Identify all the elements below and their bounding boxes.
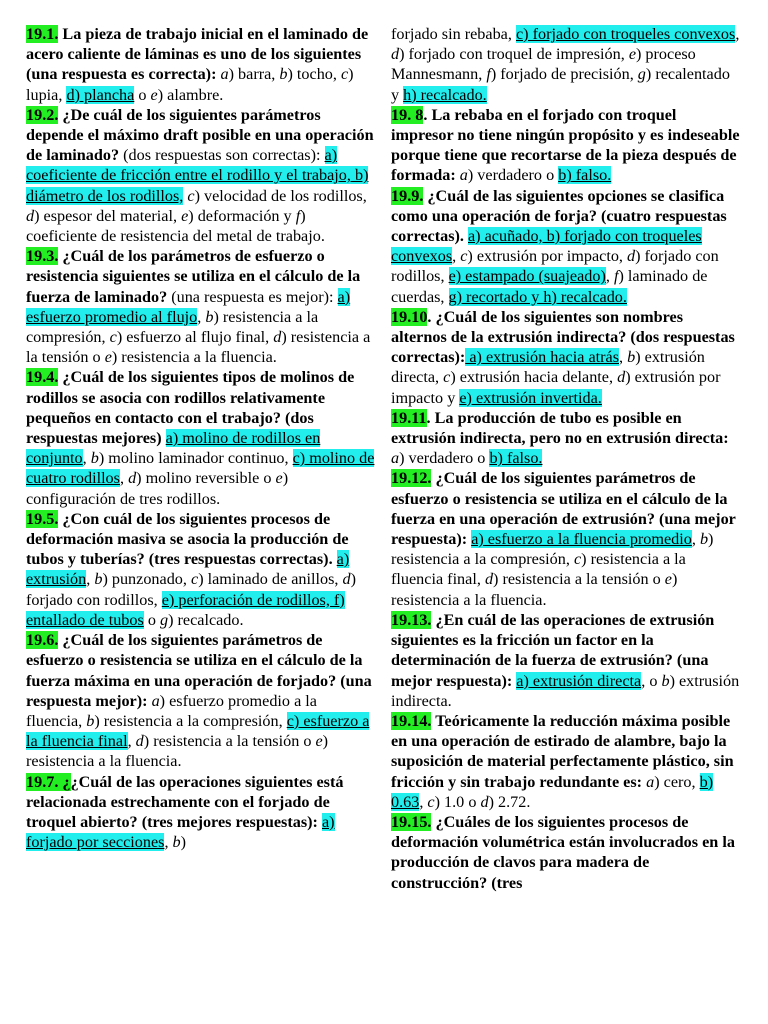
question-text: ¿Con cuál de los siguientes procesos de deformación masiva se asocia la producción de tubos y tuberías? (tres respuestas correctas). <box>26 509 349 569</box>
highlighted-answer: b) 0.63 <box>391 772 714 811</box>
text-run: (una respuesta es mejor): <box>167 287 338 306</box>
option-letter: f <box>486 65 491 84</box>
highlighted-answer: a) extrusión hacia atrás <box>465 348 620 367</box>
text-run: ) 1.0 o <box>434 792 481 811</box>
text-run: ) 2.72. <box>488 792 531 811</box>
option-letter: e <box>275 469 283 488</box>
option-letter: f <box>295 206 301 225</box>
option-letter: b <box>205 307 214 326</box>
question-text: ¿En cuál de las operaciones de extrusión siguientes es la fricción un factor en la determinación de la fuerza de extrusión? (una mejor respuesta): <box>391 610 715 690</box>
text-run: , o <box>641 671 662 690</box>
text-run: ) resistencia a la tensión o <box>493 570 665 589</box>
question-text: ¿Cuál de los siguientes parámetros de esfuerzo o resistencia se utiliza en el cálculo de la fuerza máxima en una operación de forjado? (una respuesta mejor): <box>26 631 372 710</box>
text-run: o <box>143 610 160 629</box>
question-number: 19.12. <box>391 469 432 488</box>
option-letter: d <box>617 368 626 387</box>
text-run: ) forjado con rodillos, <box>26 570 356 609</box>
option-letter: c <box>340 65 349 84</box>
text-run: , <box>164 833 173 852</box>
option-letter: g <box>637 65 646 84</box>
text-run: ) deformación y <box>188 206 296 225</box>
text-run: ) extrusión indirecta. <box>391 671 740 710</box>
question-19.9 <box>391 186 740 307</box>
highlighted-answer: a) molino de rodillos en conjunto <box>26 429 321 468</box>
text-run: , <box>86 570 95 589</box>
highlighted-answer: a) esfuerzo a la fluencia promedio <box>471 530 692 549</box>
question-number: 19.7. ¿ <box>26 772 71 791</box>
text-run: ) verdadero o <box>467 166 559 185</box>
option-letter: c <box>443 368 451 387</box>
right-column <box>391 24 740 1024</box>
question-19.5 <box>26 509 375 630</box>
text-run: ) resistencia a la fluencia. <box>111 348 277 367</box>
text-run: ) resistencia a la fluencia final, <box>391 550 686 589</box>
text-run: ) forjado con troquel de impresión, <box>399 45 629 64</box>
text-run: ) <box>180 833 187 852</box>
text-run: ) recalcado. <box>168 610 244 629</box>
option-letter: d <box>128 469 137 488</box>
question-number: 19.2. <box>26 105 59 124</box>
option-letter: d <box>342 570 351 589</box>
highlighted-answer: h) recalcado. <box>403 85 487 104</box>
question-19.15 <box>391 812 740 893</box>
text-run: ) resistencia a la tensión o <box>143 732 316 751</box>
text-run: ) extrusión por impacto, <box>467 247 628 266</box>
option-letter: e <box>315 732 323 751</box>
question-number: 19.1. <box>26 25 59 43</box>
text-run: ) cero, <box>654 772 700 791</box>
text-run: ) resistencia a la compresión, <box>94 711 287 730</box>
option-letter: a <box>151 691 160 710</box>
text-run: ) proceso Mannesmann, <box>391 45 696 84</box>
option-letter: a <box>391 449 400 468</box>
question-text: ¿De cuál de los siguientes parámetros depende el máximo draft posible en una operación de laminado? <box>26 105 374 165</box>
text-run: ) esfuerzo promedio a la fluencia, <box>26 691 317 730</box>
text-run: , <box>419 792 428 811</box>
question-text: La pieza de trabajo inicial en el laminado de acero caliente de láminas es uno de los siguientes (una respuesta es correcta): <box>26 25 369 84</box>
option-letter: b <box>661 671 670 690</box>
question-19.4 <box>26 367 375 508</box>
question-number: 19. 8 <box>391 105 424 124</box>
text-run: (dos respuestas son correctas): <box>119 146 325 165</box>
question-19.2 <box>26 105 375 246</box>
question-19.8 <box>391 105 740 186</box>
question-text: ¿Cuáles de los siguientes procesos de deformación volumétrica están involucrados en la producción de clavos para madera de construcción? (tres <box>391 812 735 892</box>
text-run: ) punzonado, <box>102 570 191 589</box>
option-letter: d <box>26 206 35 225</box>
highlighted-answer: e) perforación de rodillos, f) entallado de tubos <box>26 590 345 629</box>
highlighted-answer: c) esfuerzo a la fluencia final <box>26 711 370 751</box>
option-letter: c <box>460 247 468 266</box>
question-text: Teóricamente la reducción máxima posible en una operación de estirado de alambre, bajo la suposición de material perfectamente plástico, sin fricción y sin trabajo redundante es: <box>391 711 734 791</box>
option-letter: f <box>613 267 619 286</box>
text-run: , <box>735 25 740 43</box>
highlighted-answer: a) esfuerzo promedio al flujo <box>26 287 351 326</box>
text-run: , <box>82 449 91 468</box>
text-run: ) resistencia a la tensión o <box>26 328 371 367</box>
highlighted-answer: a) extrusión <box>26 550 350 589</box>
question-number: 19.5. <box>26 509 59 528</box>
text-run: ) espesor del material, <box>34 206 182 225</box>
highlighted-answer: a) extrusión directa <box>516 671 642 690</box>
question-text: . La producción de tubo es posible en extrusión indirecta, pero no en extrusión directa: <box>391 408 729 448</box>
question-number: 19.6. <box>26 631 59 650</box>
text-run: forjado sin rebaba, <box>391 25 516 43</box>
highlighted-answer: c) forjado con troqueles convexos <box>515 25 736 43</box>
text-run: ) resistencia a la compresión, <box>391 530 714 569</box>
question-19.7 <box>26 772 375 853</box>
question-number: 19.4. <box>26 368 59 387</box>
option-letter: c <box>109 328 117 347</box>
option-letter: d <box>480 792 489 811</box>
question-number: 19.9. <box>391 186 424 205</box>
text-run: ) resistencia a la fluencia. <box>26 732 329 771</box>
text-run: ) forjado de precisión, <box>490 65 638 84</box>
question-19.11 <box>391 408 740 469</box>
option-letter: c <box>187 186 195 205</box>
text-run: , <box>619 348 628 367</box>
option-letter: b <box>86 711 95 730</box>
question-number: 19.3. <box>26 247 59 266</box>
text-run: o <box>134 85 151 104</box>
question-number: 19.15. <box>391 812 432 831</box>
highlighted-answer: b) falso. <box>558 166 612 185</box>
option-letter: e <box>628 45 636 64</box>
option-letter: d <box>135 732 144 751</box>
option-letter: d <box>627 247 636 266</box>
text-run: ) velocidad de los rodillos, <box>194 186 367 205</box>
highlighted-answer: a) forjado por secciones <box>26 812 335 852</box>
question-number: 19.10 <box>391 307 428 326</box>
highlighted-answer: a) acuñado, b) forjado con troqueles convexos <box>391 227 702 266</box>
option-letter: b <box>172 833 181 852</box>
highlighted-answer: e) extrusión invertida. <box>459 388 602 407</box>
highlighted-answer: e) estampado (suajeado) <box>448 267 606 286</box>
option-letter: b <box>94 570 103 589</box>
question-19.6 <box>26 630 375 771</box>
question-text: ¿Cuál de las operaciones siguientes está relacionada estrechamente con el forjado de troquel abierto? (tres mejores respuestas): <box>26 772 344 831</box>
text-run: ) resistencia a la fluencia. <box>391 570 678 609</box>
highlighted-answer: g) recortado y h) recalcado. <box>448 287 627 306</box>
option-letter: c <box>191 570 199 589</box>
option-letter: e <box>150 85 158 104</box>
text-run: ) laminado de anillos, <box>198 570 343 589</box>
question-text: ¿Cuál de los parámetros de esfuerzo o resistencia siguientes se utiliza en el cálculo de la fuerza de laminado? <box>26 247 361 306</box>
text-run: , <box>197 307 206 326</box>
text-run: ) barra, <box>228 65 280 84</box>
option-letter: c <box>573 550 582 569</box>
option-letter: d <box>484 570 494 589</box>
option-letter: c <box>427 792 435 811</box>
question-19.1 <box>26 24 375 105</box>
text-run: , <box>691 530 700 549</box>
text-run: ) forjado con rodillos, <box>391 247 719 286</box>
text-run: ) verdadero o <box>399 449 490 468</box>
text-run: , <box>605 267 614 286</box>
text-run: ) recalentado y <box>391 65 730 104</box>
question-19.3 <box>26 246 375 367</box>
question-number: 19.13. <box>391 610 432 629</box>
text-run: , <box>119 469 129 488</box>
left-column <box>26 24 375 1024</box>
option-letter: a <box>459 166 468 185</box>
question-text: . ¿Cuál de los siguientes son nombres alternos de la extrusión indirecta? (dos respuestas correctas): <box>391 307 735 367</box>
question-19.12 <box>391 468 740 609</box>
text-run: ) molino reversible o <box>136 469 276 488</box>
option-letter: b <box>699 530 709 549</box>
option-letter: b <box>279 65 288 84</box>
highlighted-answer: b) falso. <box>489 449 543 468</box>
question-19.7-cont <box>391 24 740 105</box>
option-letter: b <box>627 348 636 367</box>
question-text: ¿Cuál de los siguientes tipos de molinos de rodillos se asocia con rodillos relativamente pequeños en contacto con el trabajo? (dos respuestas mejores) <box>26 368 355 448</box>
option-letter: d <box>273 328 282 347</box>
option-letter: e <box>181 206 189 225</box>
highlighted-answer: c) molino de cuatro rodillos <box>26 449 375 488</box>
text-run: ) tocho, <box>287 65 341 84</box>
question-text: ¿Cuál de los siguientes parámetros de esfuerzo o resistencia se utiliza en el cálculo de la fuerza en una operación de extrusión? (una mejor respuesta): <box>391 469 736 549</box>
question-number: 19.14. <box>391 711 432 730</box>
highlighted-answer: a) coeficiente de fricción entre el rodillo y el trabajo, b) diámetro de los rodillos, <box>26 146 369 205</box>
option-letter: a <box>646 772 655 791</box>
text-run: ) lupia, <box>26 65 354 104</box>
text-run: ) configuración de tres rodillos. <box>26 469 289 508</box>
text-run: , <box>452 247 461 266</box>
text-run: ) extrusión hacia delante, <box>450 368 618 387</box>
question-19.14 <box>391 711 740 812</box>
text-run: ) alambre. <box>157 85 224 104</box>
text-run: ) resistencia a la compresión, <box>26 307 319 347</box>
text-run: ) extrusión directa, <box>391 348 705 387</box>
text-run: ) laminado de cuerdas, <box>391 267 708 306</box>
text-run: ) molino laminador continuo, <box>98 449 293 468</box>
question-19.10 <box>391 307 740 408</box>
text-run: ) esfuerzo al flujo final, <box>116 328 274 347</box>
option-letter: e <box>104 348 112 367</box>
option-letter: b <box>90 449 99 468</box>
option-letter: g <box>159 610 169 629</box>
option-letter: a <box>220 65 229 84</box>
question-text: ¿Cuál de las siguientes opciones se clasifica como una operación de forja? (cuatro respuestas correctas). <box>391 186 727 246</box>
text-run: ) coeficiente de resistencia del metal de trabajo. <box>26 206 325 246</box>
question-number: 19.11 <box>391 408 427 427</box>
highlighted-answer: d) plancha <box>66 85 135 104</box>
question-text: . La rebaba en el forjado con troquel impresor no tiene ningún propósito y es indeseable porque tiene que recortarse de la pieza después de formada: <box>391 105 740 185</box>
text-run: , <box>127 732 136 751</box>
text-run: ) extrusión por impacto y <box>391 368 721 407</box>
option-letter: d <box>391 45 400 64</box>
question-19.13 <box>391 610 740 711</box>
option-letter: e <box>664 570 672 589</box>
